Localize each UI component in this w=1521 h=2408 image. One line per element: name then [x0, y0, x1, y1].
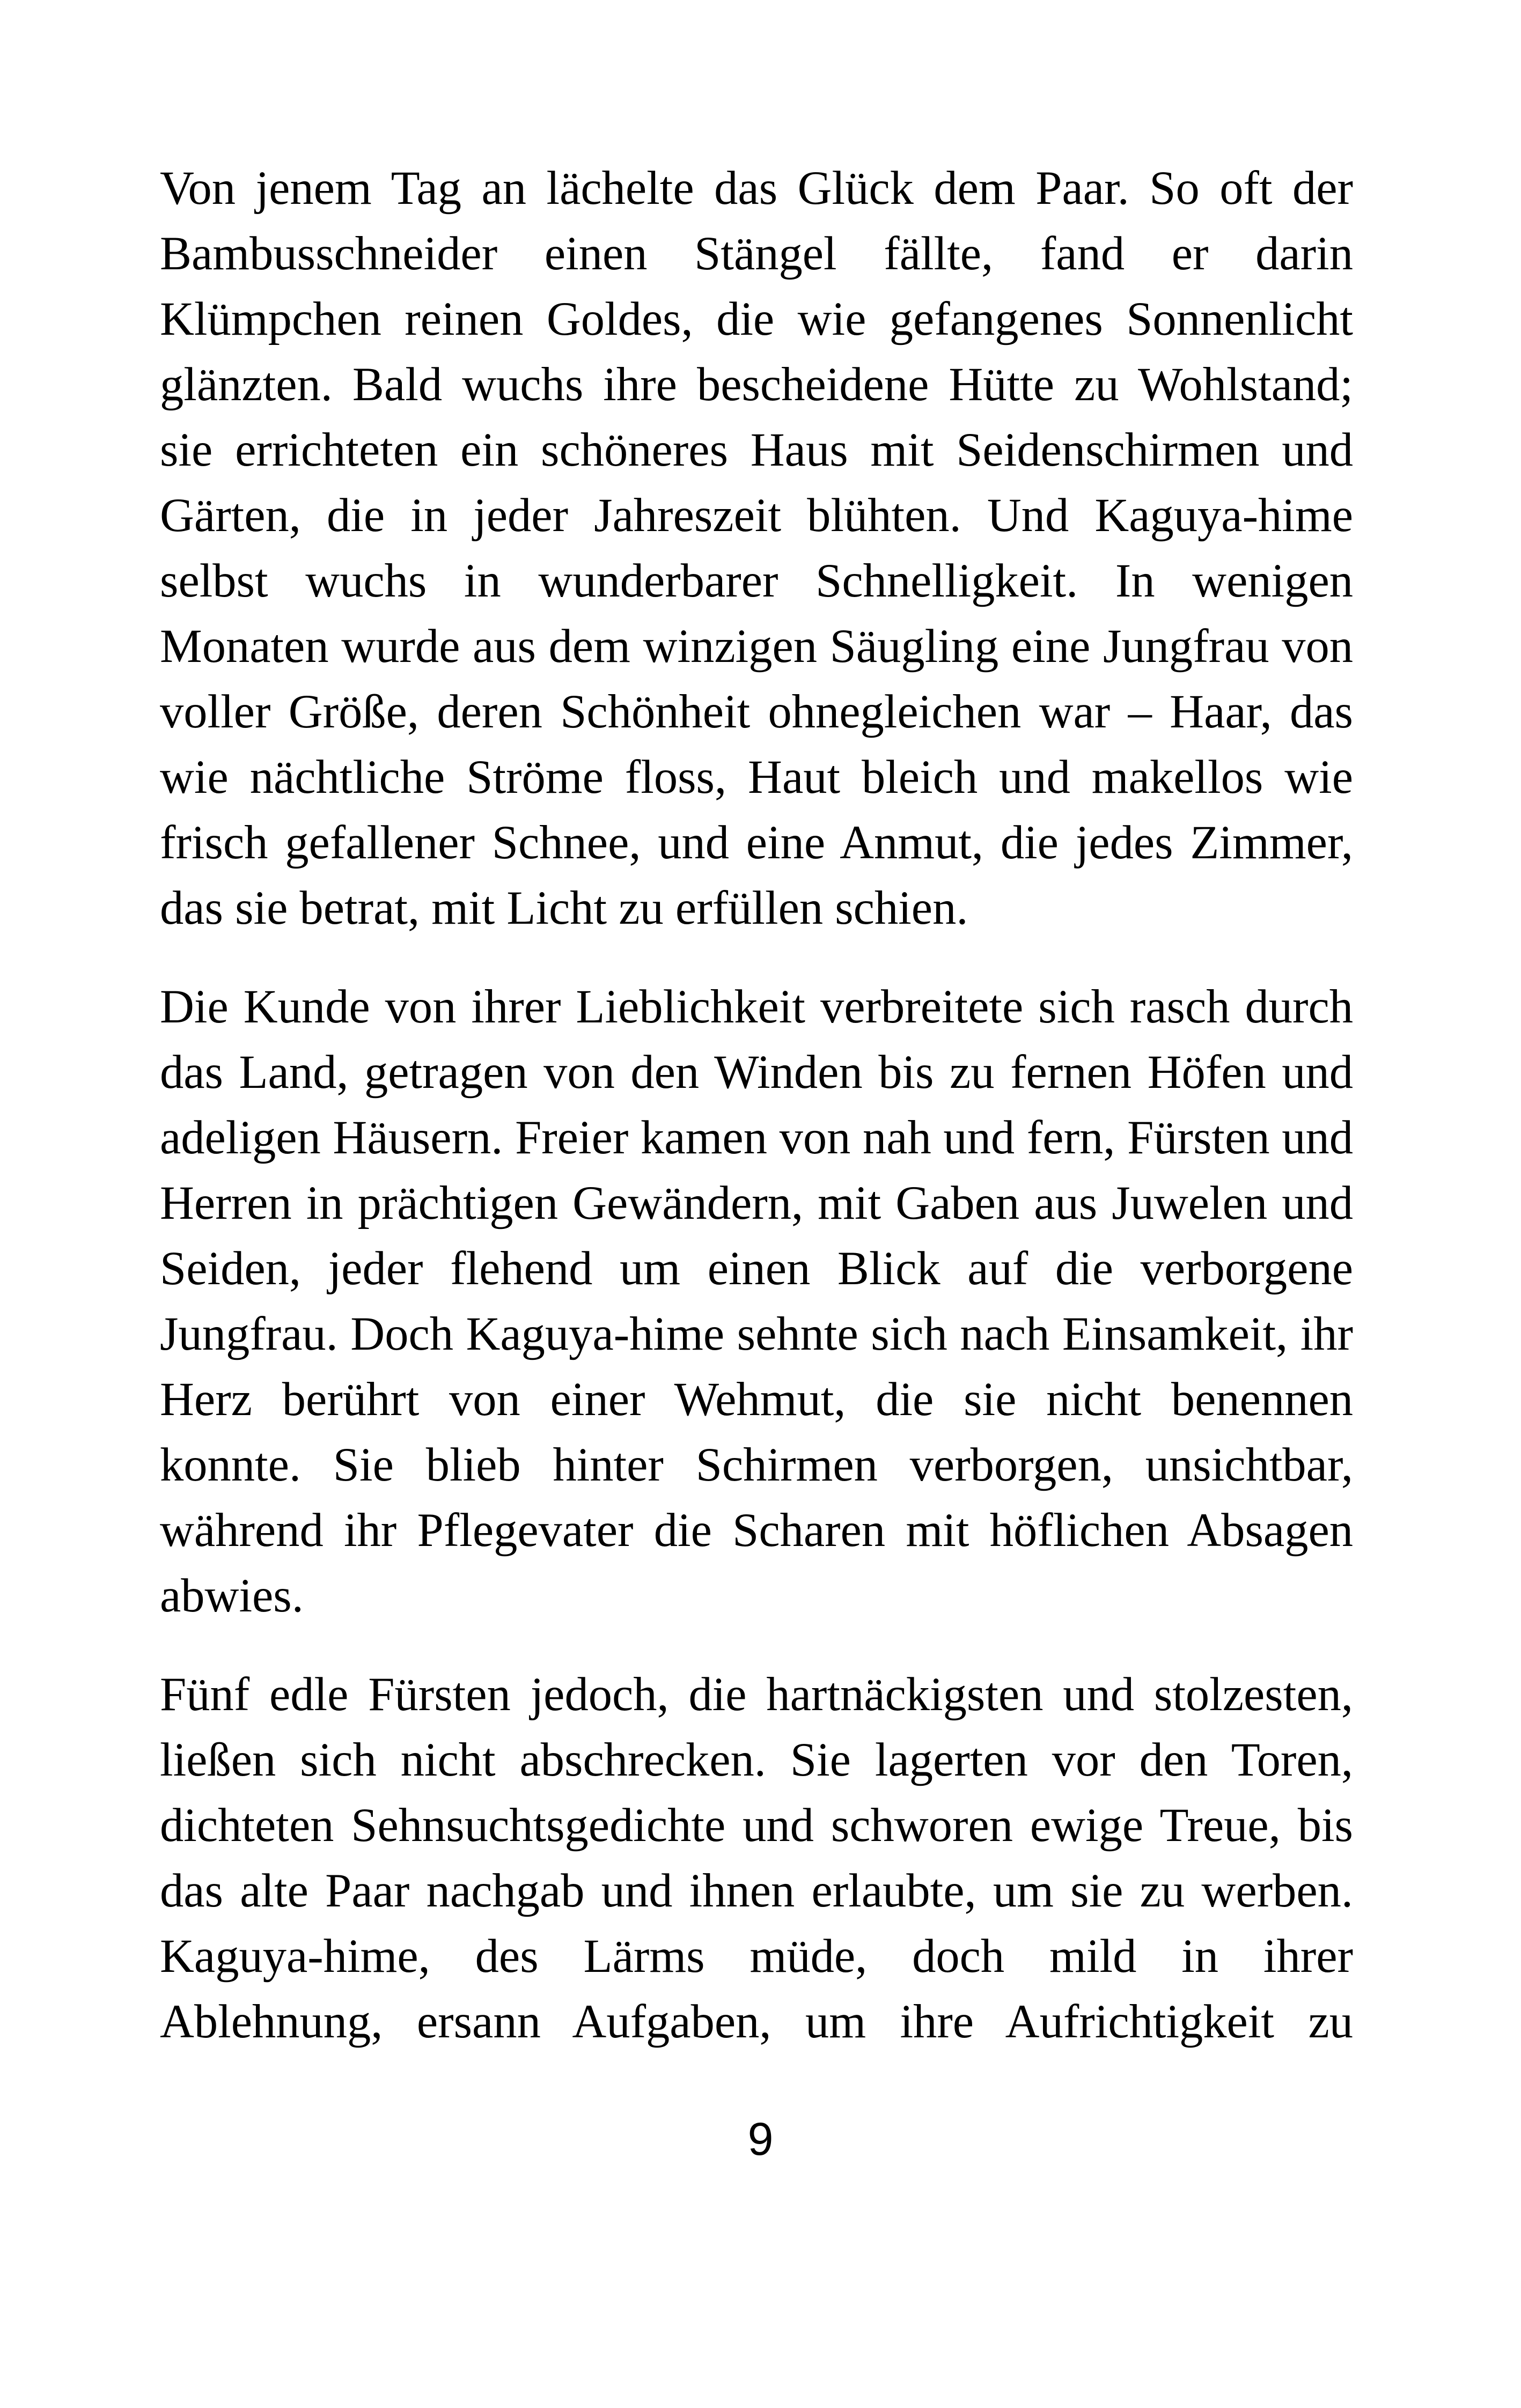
paragraph-2: Die Kunde von ihrer Lieblichkeit verbreitete sich rasch durch das Land, getragen von den Winden bis zu fernen Höfen und adeligen Häusern. Freier kamen von nah und fern, Fürsten und Herren in prächtigen Gewändern, mit Gaben aus Juwelen und Seiden, jeder flehend um einen Blick auf die verborgene Jungfrau. Doch Kaguya-hime sehnte sich nach Einsamkeit, ihr Herz berührt von einer Wehmut, die sie nicht benennen konnte. Sie blieb hinter Schirmen verborgen, unsichtbar, während ihr Pflegevater die Scharen mit höflichen Absagen abwies. — [160, 981, 1353, 1622]
paragraph-3: Fünf edle Fürsten jedoch, die hartnäckigsten und stolzesten, ließen sich nicht abschrecken. Sie lagerten vor den Toren, dichteten Sehnsuchtsgedichte und schworen ewige Treue, bis das alte Paar nachgab und ihnen erlaubte, um sie zu werben. Kaguya-hime, des Lärms müde, doch mild in ihrer Ablehnung, ersann Aufgaben, um ihre Aufrichtigkeit zu — [160, 1668, 1353, 2048]
body-text — [160, 156, 1353, 2088]
page-number: 9 — [747, 2114, 774, 2165]
paragraph-1: Von jenem Tag an lächelte das Glück dem Paar. So oft der Bambusschneider einen Stängel fällte, fand er darin Klümpchen reinen Goldes, die wie gefangenes Sonnenlicht glänzten. Bald wuchs ihre bescheidene Hütte zu Wohlstand; sie errichteten ein schöneres Haus mit Seidenschirmen und Gärten, die in jeder Jahreszeit blühten. Und Kaguya-hime selbst wuchs in wunderbarer Schnelligkeit. In wenigen Monaten wurde aus dem winzigen Säugling eine Jungfrau von voller Größe, deren Schönheit ohnegleichen war – Haar, das wie nächtliche Ströme floss, Haut bleich und makellos wie frisch gefallener Schnee, und eine Anmut, die jedes Zimmer, das sie betrat, mit Licht zu erfüllen schien. — [160, 162, 1353, 934]
